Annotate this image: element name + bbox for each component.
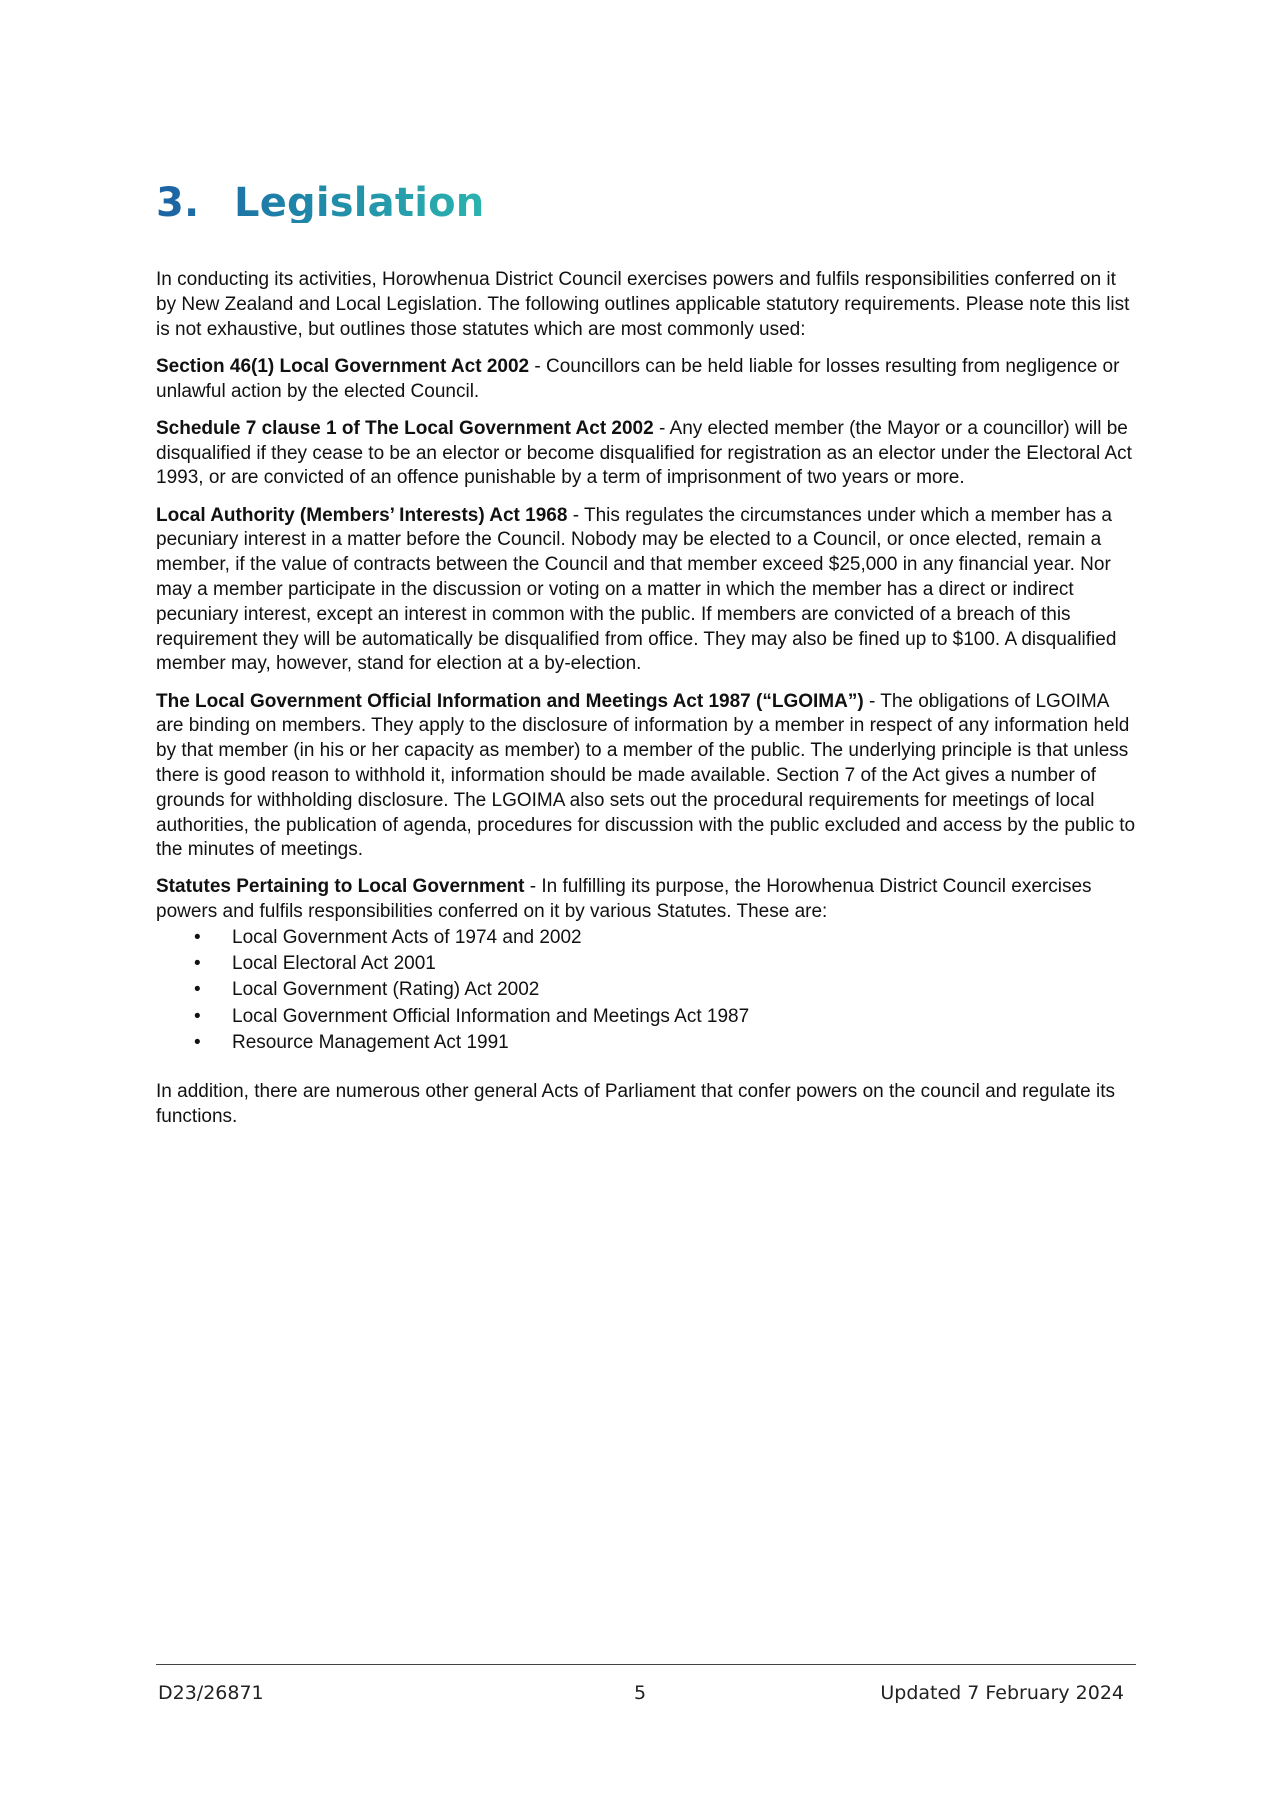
list-item [156, 1030, 1136, 1056]
document-reference: D23/26871 [158, 1682, 264, 1704]
bullet-icon: • [194, 1031, 201, 1053]
page-footer [156, 1680, 1124, 1706]
lga-section46-paragraph [156, 355, 1136, 405]
members-interests-title: Local Authority (Members’ Interests) Act 1968 [156, 504, 568, 526]
statutes-text: - In fulfilling its purpose, the Horowhenua District Council exercises powers and fulfils responsibilities conferred on it by various Statutes. These are: [156, 876, 1092, 923]
list-item-text: Local Government Official Information and Meetings Act 1987 [232, 1005, 750, 1027]
list-item [156, 951, 1136, 977]
bullet-icon: • [194, 953, 201, 975]
lga-schedule7-text: - Any elected member (the Mayor or a councillor) will be disqualified if they cease to be an elector or become disqualified for registration as an elector under the Electoral Act 1993, or are convicted of an offence punishable by a term of imprisonment of two years or more. [156, 417, 1132, 489]
updated-date: Updated 7 February 2024 [880, 1682, 1124, 1704]
lga-section46-title: Section 46(1) Local Government Act 2002 [156, 355, 530, 377]
members-interests-paragraph [156, 504, 1136, 678]
section-heading [156, 179, 485, 226]
closing-paragraph: In addition, there are numerous other general Acts of Parliament that confer powers on the council and regulate its functions. [156, 1081, 1116, 1127]
list-item-text: Local Government Acts of 1974 and 2002 [232, 927, 582, 949]
section-number: 3. [156, 179, 200, 226]
bullet-icon: • [194, 979, 201, 1001]
lgoima-text: - The obligations of LGOIMA are binding on members. They apply to the disclosure of information by a member in respect of any information held by that member (in his or her capacity as member) to a member of the public. The underlying principle is that unless there is good reason to withhold it, information should be made available. Section 7 of the Act gives a number of grounds for withholding disclosure. The LGOIMA also sets out the procedural requirements for meetings of local authorities, the publication of agenda, procedures for discussion with the public excluded and access by the public to the minutes of meetings. [156, 690, 1136, 861]
lga-schedule7-paragraph [156, 417, 1136, 491]
statutes-paragraph [156, 875, 1136, 925]
statutes-list [156, 925, 1136, 1056]
intro-paragraph: In conducting its activities, Horowhenua District Council exercises powers and fulfils responsibilities conferred on it by New Zealand and Local Legislation. The following outlines applicable statutory requirements. Please note this list is not exhaustive, but outlines those statutes which are most commonly used: [156, 269, 1130, 340]
statutes-title: Statutes Pertaining to Local Government [156, 876, 525, 898]
footer-divider [156, 1664, 1136, 1665]
lgoima-paragraph [156, 690, 1136, 864]
lga-schedule7-title: Schedule 7 clause 1 of The Local Government Act 2002 [156, 417, 654, 439]
list-item-text: Resource Management Act 1991 [232, 1031, 509, 1053]
lga-section46-text: - Councillors can be held liable for losses resulting from negligence or unlawful action by the elected Council. [156, 355, 1120, 402]
list-item [156, 925, 1136, 951]
list-item-text: Local Electoral Act 2001 [232, 953, 436, 975]
lgoima-title: The Local Government Official Information and Meetings Act 1987 (“LGOIMA”) [156, 690, 864, 712]
section-title: Legislation [234, 179, 485, 226]
bullet-icon: • [194, 927, 201, 949]
members-interests-text: - This regulates the circumstances under which a member has a pecuniary interest in a matter before the Council. Nobody may be elected to a Council, or once elected, remain a member, if the value of contracts between the Council and that member exceed $25,000 in any financial year. Nor may a member participate in the discussion or voting on a matter in which the member has a direct or indirect pecuniary interest, except an interest in common with the public. If members are convicted of a breach of this requirement they will be automatically be disqualified from office. They may also be fined up to $100. A disqualified member may, however, stand for election at a by-election. [156, 504, 1117, 675]
bullet-icon: • [194, 1005, 201, 1027]
list-item [156, 1004, 1136, 1030]
list-item [156, 977, 1136, 1003]
section-body [156, 268, 1136, 1142]
list-item-text: Local Government (Rating) Act 2002 [232, 979, 540, 1001]
page-number: 5 [633, 1682, 647, 1704]
